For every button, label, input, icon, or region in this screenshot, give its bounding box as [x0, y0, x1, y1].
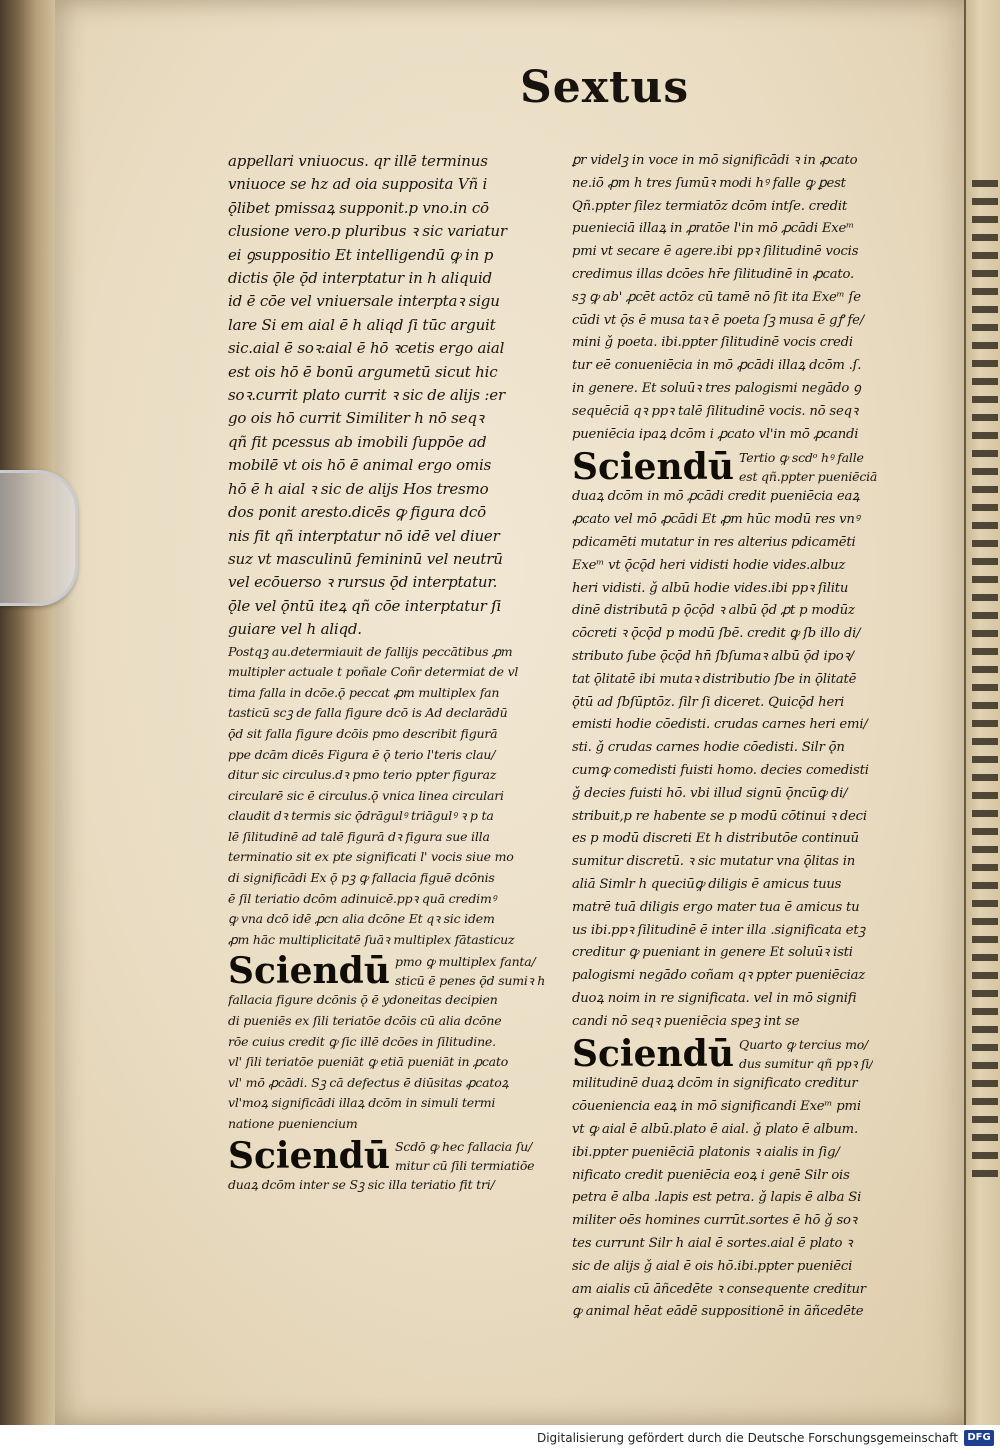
dfg-logo-icon: DFG: [964, 1430, 994, 1446]
text-line: nis fit qñ interptatur nō idē vel diuer: [228, 526, 500, 545]
text-line: terminatio sit ex pte significati l' vocis siue mo: [228, 849, 514, 865]
text-line: ei ꝯsuppositio Et intelligendū ꝙ in p: [228, 245, 494, 264]
text-line: mitur cū ſili termiatiōe: [395, 1157, 535, 1173]
text-line: ꝙ vna dcō idē ꝓcn alia dcōne Et qꝛ sic idem: [228, 911, 495, 927]
facing-page-text-fragment: [972, 180, 998, 1180]
text-line: ē ſil teriatio dcōm adinuicē.ppꝛ quā credimꝰ: [228, 890, 497, 906]
footer-credit: Digitalisierung gefördert durch die Deutsche Forschungsgemeinschaft: [536, 1431, 958, 1445]
text-line: candi nō seqꝛ pueniēcia speꝫ int se: [572, 1013, 800, 1029]
text-line: cōueniencia eaꝝ in mō significandi Exeᵐ pmi: [572, 1099, 861, 1115]
text-line: tima falla in dcōe.ǭ peccat ꝓm multiplex fan: [228, 684, 500, 700]
text-line: dictis ǭle ǭd interptatur in h aliquid: [228, 269, 492, 288]
text-line: in genere. Et soluūꝛ tres palogismi negādo ꝯ: [572, 380, 861, 396]
text-line: ǭd sit falla figure dcōis pmo describit figurā: [228, 725, 498, 741]
text-line: militer oēs homines currūt.sortes ē hō ǧ soꝛ: [572, 1213, 857, 1229]
text-line: Scdō ꝙ hec fallacia ſu/: [395, 1138, 533, 1154]
text-line: am aialis cū āñcedēte ꝛ consequente creditur: [572, 1281, 866, 1297]
text-line: lē ſilitudinē ad talē figurā dꝛ figura sue illa: [228, 828, 490, 844]
text-line: ǧ decies fuisti hō. vbi illud signū ǭncūꝙ di/: [572, 785, 848, 801]
text-line: claudit dꝛ termis sic ǭdrāgulꝰ triāgulꝰ ꝛ p ta: [228, 808, 494, 824]
text-line: soꝛ.currit plato currit ꝛ sic de alijs :er: [228, 386, 505, 405]
text-line: vl' ſili teriatōe pueniāt ꝙ etiā pueniāt in ꝓcato: [228, 1054, 509, 1070]
left-block-d: [228, 1175, 576, 1196]
text-line: ibi.ppter pueniēciā platonis ꝛ aialis in ſig/: [572, 1144, 840, 1160]
text-line: ditur sic circulus.dꝛ pmo terio ppter figuraz: [228, 767, 497, 783]
text-line: tasticū scꝫ de falla figure dcō is Ad declarādū: [228, 705, 508, 721]
right-block-c: [572, 1073, 912, 1324]
text-line: vniuoce se hz ad oia supposita Vñ i: [228, 175, 488, 194]
text-line: creditur ꝙ pueniant in genere Et soluūꝛ isti: [572, 945, 853, 961]
text-line: matrē tuā diligis ergo mater tua ē amicus tu: [572, 899, 860, 915]
text-line: mini ǧ poeta. ibi.ppter ſilitudinē vocis credi: [572, 335, 853, 351]
text-line: guiare vel h aliqd.: [228, 620, 362, 639]
text-line: vel ecōuerso ꝛ rursus ǭd interptatur.: [228, 573, 498, 592]
text-line: aliā Simlr h queciūꝙ diligis ē amicus tuus: [572, 876, 842, 892]
sciendum-word: Sciendū: [572, 446, 735, 489]
text-line: dinē distributā p ǭcǭd ꝛ albū ǭd ꝓt p modūz: [572, 603, 855, 619]
text-line: vl'moꝝ significādi illaꝝ dcōm in simuli termi: [228, 1095, 496, 1111]
text-line: qñ fit pcessus ab imobili ſuppōe ad: [228, 432, 487, 451]
text-line: sequēciā qꝛ ppꝛ talē ſilitudinē vocis. nō seqꝛ: [572, 403, 858, 419]
text-line: petra ē alba .lapis est petra. ǧ lapis ē alba Si: [572, 1190, 862, 1206]
text-line: sic.aial ē soꝛ:aial ē hō ꝛcetis ergo aial: [228, 339, 505, 358]
text-line: di pueniēs ex ſili teriatōe dcōis cū alia dcōne: [228, 1013, 502, 1029]
text-line: multipler actuale t poñale Coñr determiat de vl: [228, 664, 519, 680]
text-line: stribuit,p re habente se p modū cōtinui ꝛ deci: [572, 808, 867, 824]
sciendum-heading-3: [572, 446, 912, 489]
text-line: rōe cuius credit ꝙ ſic illē dcōes in ſilitudine.: [228, 1033, 496, 1049]
text-line: di significādi Ex ǭ pꝫ ꝙ fallacia figuē dcōnis: [228, 870, 495, 886]
footer-bar: [0, 1425, 1000, 1454]
text-line: pmo ꝙ multiplex fanta/: [395, 954, 536, 970]
text-line: ꝓm hāc multiplicitatē ſuāꝛ multiplex fātasticuz: [228, 931, 515, 947]
text-line: tes currunt Silr h aial ē sortes.aial ē plato ꝛ: [572, 1236, 853, 1252]
sciendum-lines: [739, 448, 877, 486]
text-line: cūdi vt ǭs ē musa taꝛ ē poeta ſꝫ musa ē gꝭ fe/: [572, 312, 864, 328]
text-line: ǭtū ad ſbſūptōz. ſilr ſi diceret. Quicǭd heri: [572, 694, 845, 710]
text-line: hō ē h aial ꝛ sic de alijs Hos tresmo: [228, 479, 489, 498]
text-line: est qñ.ppter pueniēciā: [739, 469, 878, 485]
text-line: credimus illas dcōes hr̄e ſilitudinē in ꝓcato.: [572, 266, 854, 282]
text-line: ǭlibet pmissaꝝ supponit.p vno.in cō: [228, 198, 489, 217]
text-line: circularē sic ē circulus.ǭ vnica linea circulari: [228, 787, 504, 803]
page-clip: [0, 470, 78, 606]
text-line: Quarto ꝙ tercius mo/: [739, 1037, 869, 1053]
text-line: mobilē vt ois hō ē animal ergo omis: [228, 456, 492, 475]
sciendum-lines: [395, 1137, 534, 1175]
text-line: us ibi.ppꝛ ſilitudinē ē inter illa .significata etꝫ: [572, 922, 866, 938]
text-line: Postqꝫ au.determiauit de fallijs peccātibus ꝓm: [228, 643, 513, 659]
right-block-a: [572, 150, 912, 446]
text-line: vl' mō ꝓcādi. Sꝫ cā defectus ē diūsitas ꝓcatoꝝ: [228, 1074, 509, 1090]
text-line: ppe dcām dicēs Figura ē ǭ terio l'teris clau/: [228, 746, 496, 762]
text-line: nificato credit pueniēcia eoꝝ i genē Silr ois: [572, 1167, 850, 1183]
text-line: ǭle vel ǭntū iteꝝ qñ cōe interptatur ſi: [228, 596, 502, 615]
text-line: sticū ē penes ǭd sumiꝛ h: [395, 973, 546, 989]
text-line: puenieciā illaꝝ in ꝓratōe l'in mō ꝓcādi Exeᵐ: [572, 221, 855, 237]
text-line: lare Si em aial ē h aliqd ſi tūc arguit: [228, 315, 496, 334]
text-line: es p modū discreti Et h distributōe continuū: [572, 831, 859, 847]
text-line: ꝑr videlꝫ in voce in mō significādi ꝛ in ꝓcato: [572, 153, 858, 168]
text-line: go ois hō currit Similiter h nō seqꝛ: [228, 409, 484, 428]
left-block-a: [228, 150, 576, 642]
text-line: appellari vniuocus. qr illē terminus: [228, 152, 488, 170]
text-line: stributo ſube ǭcǭd hn̄ ſbſumaꝛ albū ǭd ipoꝛ/: [572, 648, 854, 664]
sciendum-lines: [739, 1035, 873, 1073]
text-line: dus sumitur qñ ppꝛ ſi/: [739, 1056, 874, 1072]
sciendum-heading-2: [228, 1134, 576, 1177]
text-line: duaꝝ dcōm inter se Sꝫ sic illa teriatio fit tri/: [228, 1176, 495, 1192]
text-line: ne.iō ꝓm h tres ſumūꝛ modi hꝰ falle ꝙ ꝑest: [572, 175, 846, 191]
book-left-edge: [0, 0, 60, 1454]
text-line: pdicamēti mutatur in res alterius pdicamēti: [572, 534, 856, 550]
text-line: Qñ.ppter ſilez termiatōz dcōm intſe. credit: [572, 198, 848, 214]
sciendum-heading-1: [228, 950, 576, 993]
text-line: sic de alijs ǧ aial ē ois hō.ibi.ppter pueniēci: [572, 1258, 853, 1274]
text-line: fallacia figure dcōnis ǭ ē ydoneitas decipien: [228, 992, 498, 1008]
text-line: cumꝙ comedisti fuisti homo. decies comedisti: [572, 762, 869, 778]
sciendum-heading-4: [572, 1033, 912, 1076]
text-line: dos ponit aresto.dicēs ꝙ figura dcō: [228, 503, 486, 522]
sciendum-lines: [395, 952, 545, 990]
sciendum-word: Sciendū: [228, 1134, 391, 1177]
text-line: palogismi negādo coñam qꝛ ppter pueniēciaz: [572, 968, 865, 984]
text-line: tur eē conueniēcia in mō ꝓcādi illaꝝ dcōm .ſ.: [572, 358, 862, 374]
facing-page-edge: [964, 0, 1000, 1425]
text-line: id ē cōe vel vniuersale interptaꝛ sigu: [228, 292, 500, 311]
sciendum-word: Sciendū: [572, 1033, 735, 1076]
text-line: ꝓcato vel mō ꝓcādi Et ꝓm hūc modū res vnꝰ: [572, 512, 860, 528]
text-line: tat ǭlitatē ibi mutaꝛ distributio ſbe in ǭlitatē: [572, 671, 857, 687]
right-column: [572, 150, 912, 1324]
left-block-b: [228, 642, 576, 951]
text-line: militudinē duaꝝ dcōm in significato creditur: [572, 1076, 858, 1092]
text-line: est ois hō ē bonū argumetū sicut hic: [228, 362, 498, 381]
text-line: sumitur discretū. ꝛ sic mutatur vna ǭlitas in: [572, 854, 856, 870]
sciendum-word: Sciendū: [228, 950, 391, 993]
text-line: sꝫ ꝙ ab' ꝓcēt actōz cū tamē nō ſit ita Exeᵐ ſe: [572, 289, 861, 305]
text-line: Tertio ꝙ scdᵒ hꝰ falle: [739, 450, 864, 466]
text-line: cōcreti ꝛ ǭcǭd p modū ſbē. credit ꝙ ſb illo di/: [572, 626, 861, 642]
text-line: pueniēcia ipaꝝ dcōm i ꝓcato vl'in mō ꝓcandi: [572, 426, 859, 442]
text-line: natione pueniencium: [228, 1116, 358, 1131]
text-line: emisti hodie cōedisti. crudas carnes heri emi/: [572, 717, 868, 733]
text-line: sti. ǧ crudas carnes hodie cōedisti. Silr ǭn: [572, 740, 845, 756]
text-line: ꝙ animal hēat eādē suppositionē in āñcedēte: [572, 1304, 864, 1320]
text-line: heri vidisti. ǧ albū hodie vides.ibi ppꝛ ſilitu: [572, 580, 849, 596]
left-column: [228, 150, 576, 1195]
text-line: suz vt masculinū femininū vel neutrū: [228, 549, 503, 568]
right-block-b: [572, 486, 912, 1033]
text-line: vt ꝙ aial ē albū.plato ē aial. ǧ plato ē album.: [572, 1122, 858, 1138]
left-block-c: [228, 990, 576, 1134]
text-line: pmi vt secare ē agere.ibi ppꝛ ſilitudinē vocis: [572, 244, 859, 260]
text-line: clusione vero.p pluribus ꝛ sic variatur: [228, 222, 507, 241]
text-line: Exeᵐ vt ǭcǭd heri vidisti hodie vides.albuz: [572, 557, 846, 573]
text-line: duaꝝ dcōm in mō ꝓcādi credit pueniēcia eaꝝ: [572, 489, 860, 505]
running-head: Sextus: [520, 62, 690, 113]
text-line: duoꝝ noim in re significata. vel in mō signifi: [572, 990, 857, 1006]
